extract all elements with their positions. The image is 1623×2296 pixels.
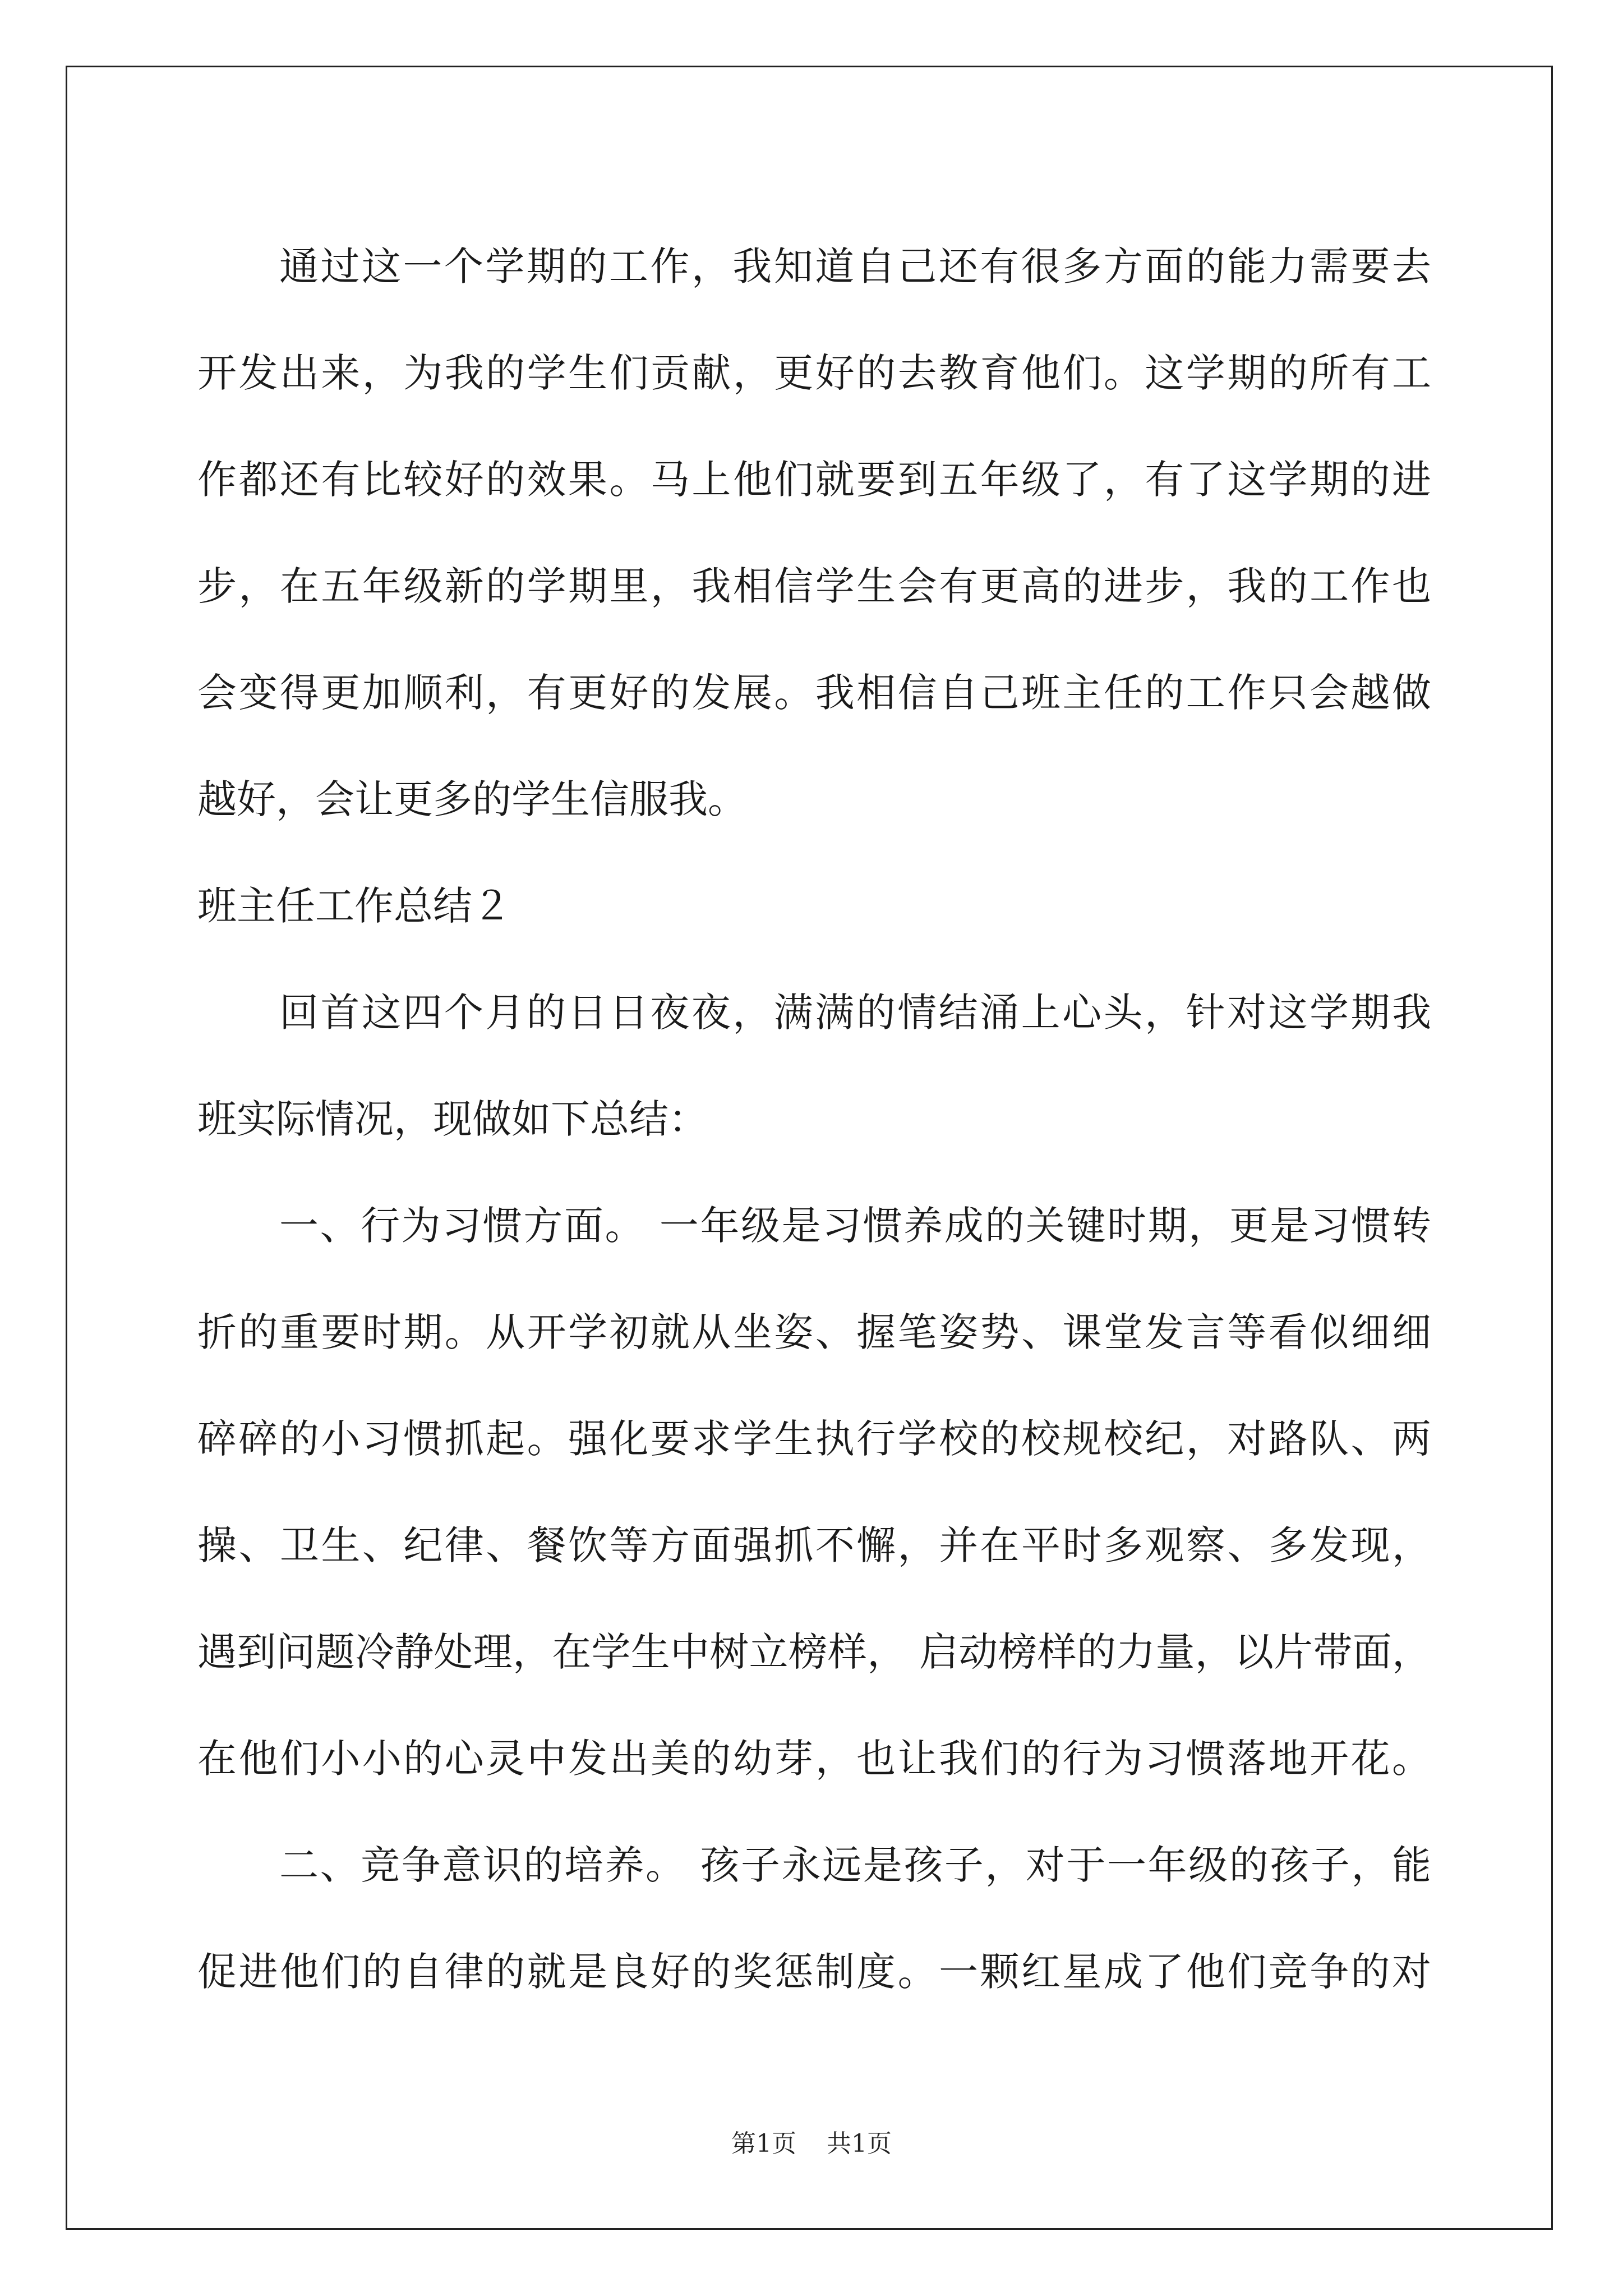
paragraph-line: 在他们小小的心灵中发出美的幼芽，也让我们的行为习惯落地开花。 [197,1736,1431,1782]
section-heading: 班主任工作总结２ [197,883,511,929]
paragraph-line: 作都还有比较好的效果。马上他们就要到五年级了，有了这学期的进 [197,457,1431,503]
paragraph-line: 促进他们的自律的就是良好的奖惩制度。一颗红星成了他们竞争的对 [197,1949,1431,1995]
page-total: 共1页 [827,2129,892,2158]
paragraph-line: 折的重要时期。从开学初就从坐姿、握笔姿势、课堂发言等看似细细 [197,1309,1431,1355]
paragraph-line: 遇到问题冷静处理，在学生中树立榜样， 启动榜样的力量，以片带面， [197,1629,1431,1675]
paragraph-line: 通过这一个学期的工作，我知道自己还有很多方面的能力需要去 [279,243,1431,289]
page-footer [0,2123,1623,2159]
paragraph-line: 一、行为习惯方面。 一年级是习惯养成的关键时期，更是习惯转 [279,1203,1431,1249]
document-body [197,213,1431,2025]
page-number: 第1页 [731,2129,796,2158]
paragraph-line: 会变得更加顺利，有更好的发展。我相信自己班主任的工作只会越做 [197,670,1431,716]
paragraph-line: 班实际情况，现做如下总结： [197,1096,708,1142]
paragraph-line: 回首这四个月的日日夜夜，满满的情结涌上心头，针对这学期我 [279,990,1431,1036]
paragraph-line: 步，在五年级新的学期里，我相信学生会有更高的进步，我的工作也 [197,563,1431,609]
paragraph-line: 越好，会让更多的学生信服我。 [197,776,747,822]
paragraph-line: 操、卫生、纪律、餐饮等方面强抓不懈，并在平时多观察、多发现， [197,1522,1431,1568]
paragraph-line: 二、竞争意识的培养。 孩子永远是孩子，对于一年级的孩子，能 [279,1842,1431,1888]
paragraph-line: 开发出来，为我的学生们贡献，更好的去教育他们。这学期的所有工 [197,350,1431,396]
paragraph-line: 碎碎的小习惯抓起。强化要求学生执行学校的校规校纪，对路队、两 [197,1416,1431,1462]
